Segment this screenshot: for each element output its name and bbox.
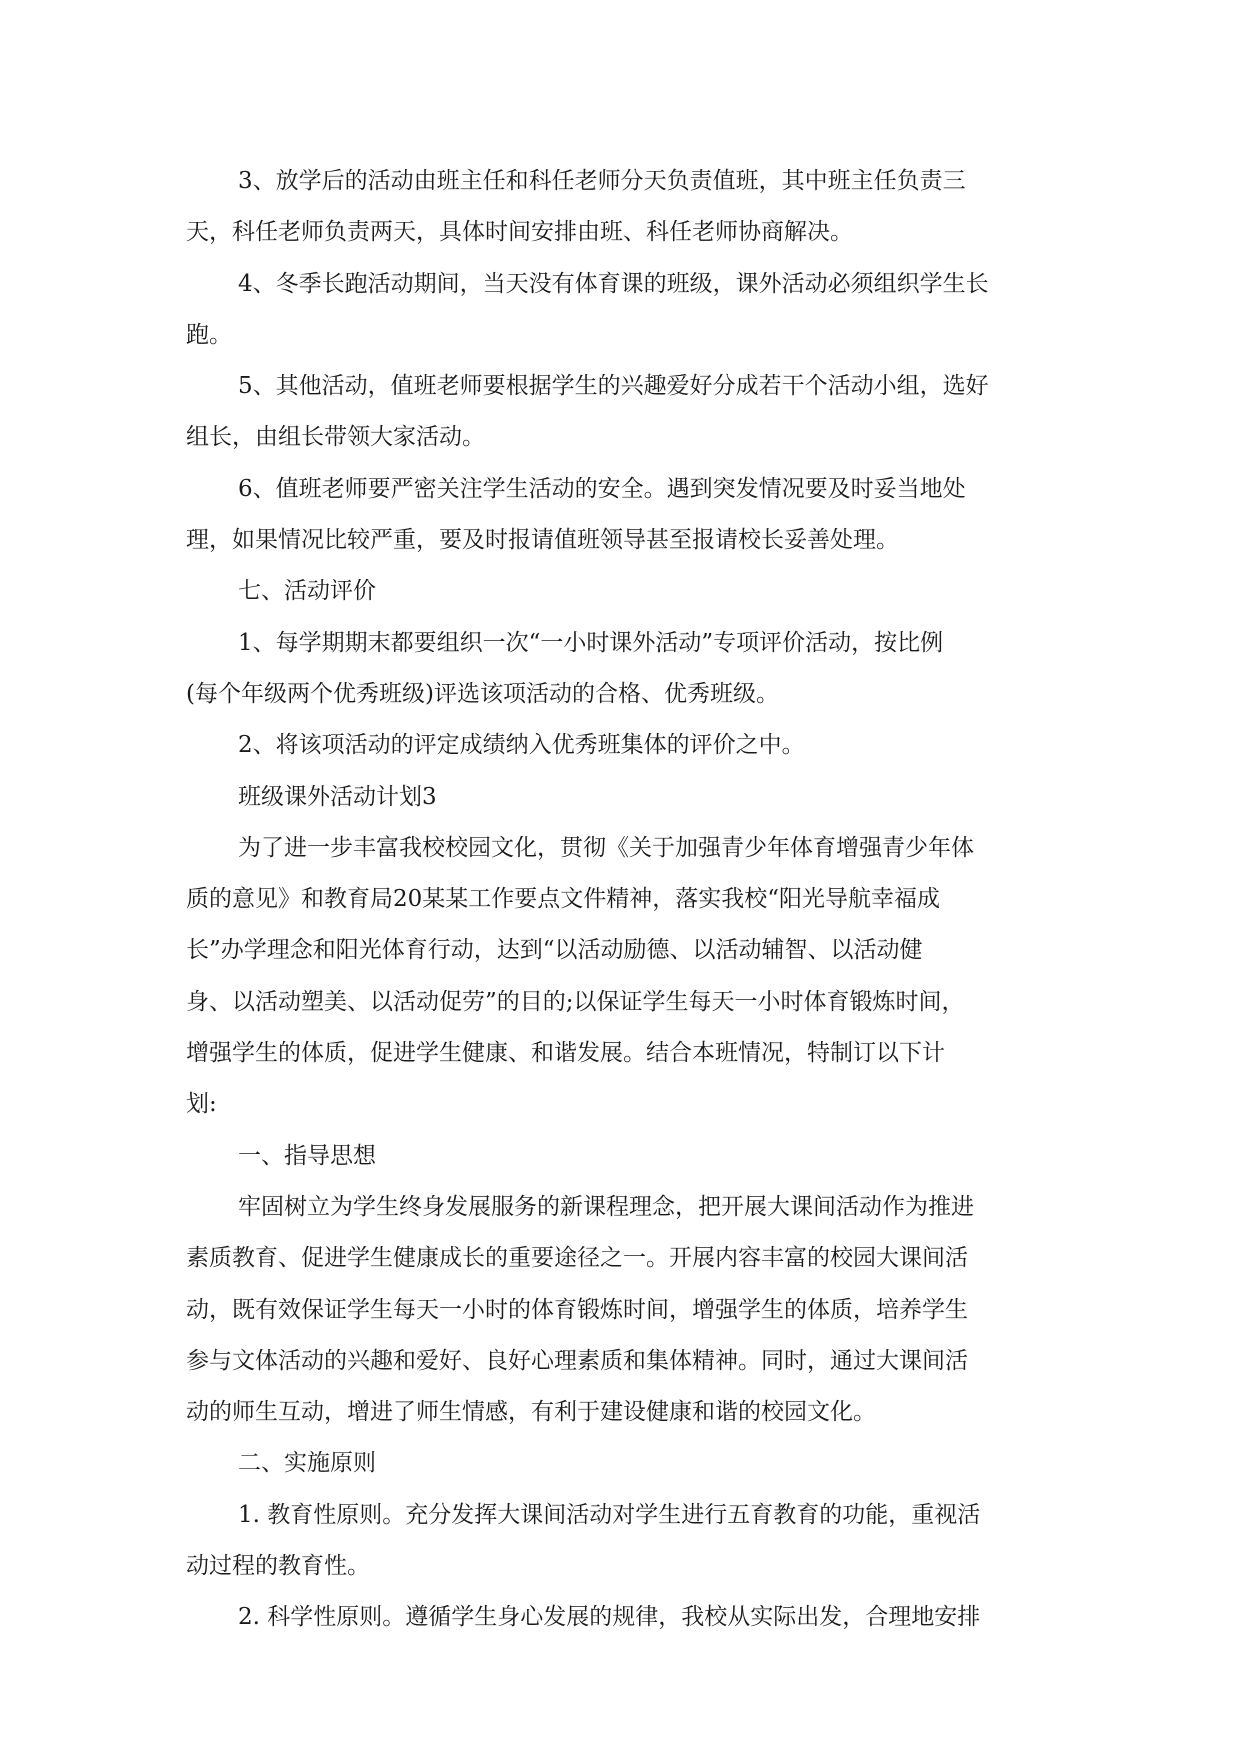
paragraph-first-line: 一、指导思想	[238, 1142, 376, 1169]
paragraph-first-line: 3、放学后的活动由班主任和科任老师分天负责值班，其中班主任负责三	[238, 168, 966, 194]
paragraph-line: 参与文体活动的兴趣和爱好、良好心理素质和集体精神。同时，通过大课间活	[186, 1347, 968, 1374]
paragraph-first-line: 4、冬季长跑活动期间，当天没有体育课的班级，课外活动必须组织学生长	[238, 270, 989, 297]
paragraph-line: 长”办学理念和阳光体育行动，达到“以活动励德、以活动辅智、以活动健	[186, 937, 923, 964]
paragraph-line: (每个年级两个优秀班级)评选该项活动的合格、优秀班级。	[186, 680, 779, 707]
paragraph-line: 天，科任老师负责两天，具体时间安排由班、科任老师协商解决。	[186, 219, 853, 246]
paragraph-first-line: 班级课外活动计划3	[238, 783, 437, 810]
paragraph-line: 质的意见》和教育局20某某工作要点文件精神，落实我校“阳光导航幸福成	[186, 886, 941, 913]
paragraph-first-line: 2、将该项活动的评定成绩纳入优秀班集体的评价之中。	[238, 732, 805, 759]
paragraph-line: 动，既有效保证学生每天一小时的体育锻炼时间，增强学生的体质，培养学生	[186, 1296, 968, 1323]
paragraph-first-line: 6、值班老师要严密关注学生活动的安全。遇到突发情况要及时妥当地处	[238, 475, 966, 502]
document-body	[186, 156, 1056, 1644]
paragraph-first-line: 牢固树立为学生终身发展服务的新课程理念，把开展大课间活动作为推进	[238, 1193, 974, 1220]
paragraph-line: 身、以活动塑美、以活动促劳”的目的;以保证学生每天一小时体育锻炼时间，	[186, 988, 965, 1015]
paragraph-line: 理，如果情况比较严重，要及时报请值班领导甚至报请校长妥善处理。	[186, 527, 899, 554]
paragraph-line: 组长，由组长带领大家活动。	[186, 424, 485, 451]
paragraph-first-line: 1、每学期期末都要组织一次“一小时课外活动”专项评价活动，按比例	[238, 629, 944, 656]
paragraph-line: 划:	[186, 1091, 217, 1118]
paragraph-first-line: 1. 教育性原则。充分发挥大课间活动对学生进行五育教育的功能，重视活	[238, 1501, 981, 1528]
paragraph-line: 跑。	[186, 321, 232, 348]
paragraph-first-line: 2. 科学性原则。遵循学生身心发展的规律，我校从实际出发，合理地安排	[238, 1604, 981, 1631]
paragraph-first-line: 二、实施原则	[238, 1450, 376, 1477]
paragraph-first-line: 5、其他活动，值班老师要根据学生的兴趣爱好分成若干个活动小组，选好	[238, 373, 989, 400]
paragraph-first-line: 为了进一步丰富我校校园文化，贯彻《关于加强青少年体育增强青少年体	[238, 834, 974, 861]
paragraph-line: 动的师生互动，增进了师生情感，有利于建设健康和谐的校园文化。	[186, 1399, 876, 1426]
paragraph-first-line: 七、活动评价	[238, 578, 376, 605]
paragraph-line: 素质教育、促进学生健康成长的重要途径之一。开展内容丰富的校园大课间活	[186, 1245, 968, 1272]
paragraph-line: 动过程的教育性。	[186, 1553, 370, 1580]
paragraph-line: 增强学生的体质，促进学生健康、和谐发展。结合本班情况，特制订以下计	[186, 1040, 945, 1067]
